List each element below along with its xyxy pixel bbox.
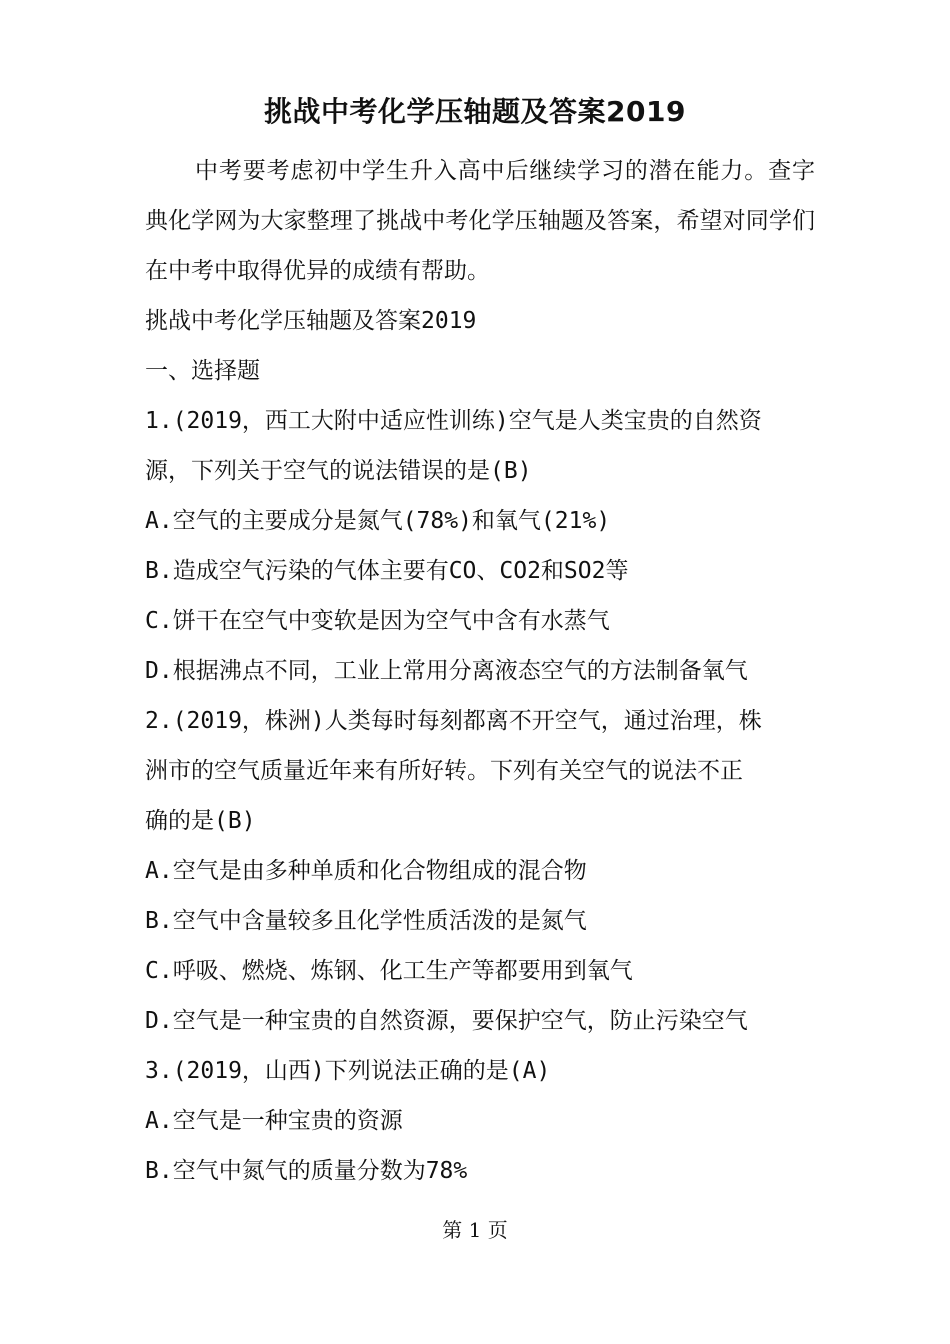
section-subheading: 一、选择题 — [145, 358, 260, 384]
question-1-option-d: D.根据沸点不同，工业上常用分离液态空气的方法制备氧气 — [145, 658, 748, 684]
question-3-option-a: A.空气是一种宝贵的资源 — [145, 1108, 403, 1134]
section-heading: 挑战中考化学压轴题及答案2019 — [145, 308, 477, 334]
question-1-option-c: C.饼干在空气中变软是因为空气中含有水蒸气 — [145, 608, 610, 634]
question-2-option-c: C.呼吸、燃烧、炼钢、化工生产等都要用到氧气 — [145, 958, 633, 984]
question-1-option-b: B.造成空气污染的气体主要有CO、CO2和SO2等 — [145, 558, 629, 584]
question-2-line-1: 2.(2019，株洲)人类每时每刻都离不开空气，通过治理，株 — [145, 708, 762, 734]
question-2-line-3: 确的是(B) — [145, 808, 256, 834]
question-1-line-2: 源，下列关于空气的说法错误的是(B) — [145, 458, 532, 484]
document-title: 挑战中考化学压轴题及答案2019 — [264, 95, 686, 128]
question-2-option-b: B.空气中含量较多且化学性质活泼的是氮气 — [145, 908, 587, 934]
question-3-line-1: 3.(2019，山西)下列说法正确的是(A) — [145, 1058, 551, 1084]
question-2-option-a: A.空气是由多种单质和化合物组成的混合物 — [145, 858, 587, 884]
document-body — [145, 146, 815, 1196]
page-number: 第 1 页 — [442, 1218, 508, 1242]
question-2-line-2: 洲市的空气质量近年来有所好转。下列有关空气的说法不正 — [145, 758, 743, 784]
question-1-line-1: 1.(2019，西工大附中适应性训练)空气是人类宝贵的自然资 — [145, 408, 762, 434]
question-2-option-d: D.空气是一种宝贵的自然资源，要保护空气，防止污染空气 — [145, 1008, 748, 1034]
question-1-option-a: A.空气的主要成分是氮气(78%)和氧气(21%) — [145, 508, 611, 534]
question-3-option-b: B.空气中氮气的质量分数为78% — [145, 1158, 468, 1184]
intro-paragraph: 中考要考虑初中学生升入高中后继续学习的潜在能力。查字典化学网为大家整理了挑战中考化学压轴题及答案，希望对同学们在中考中取得优异的成绩有帮助。 — [145, 158, 815, 284]
